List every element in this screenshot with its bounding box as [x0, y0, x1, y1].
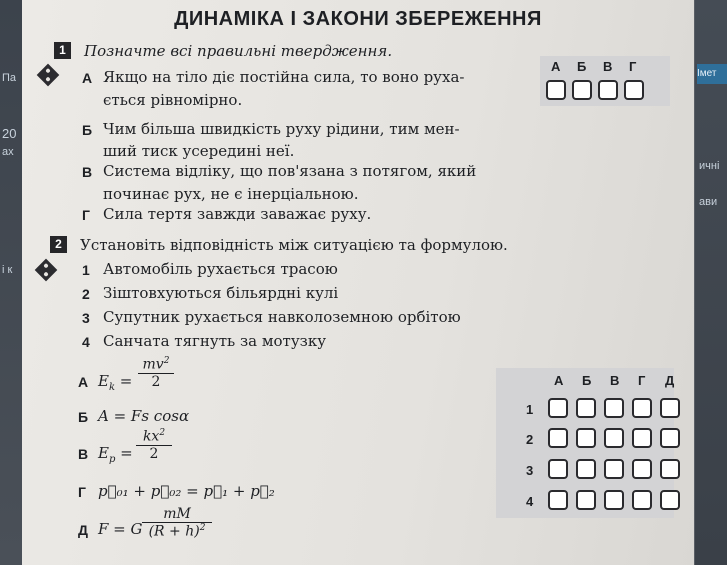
formula-lhs: $E_p$ =: [98, 444, 133, 465]
background-text: ах: [2, 146, 14, 158]
option-text: Сила тертя завжди заважає руху.: [103, 205, 372, 223]
option-letter: Г: [82, 207, 90, 223]
answer-checkbox[interactable]: [576, 398, 596, 418]
grid-header: Г: [629, 59, 637, 74]
formula-lhs: F = G: [98, 520, 143, 538]
answer-checkbox[interactable]: [576, 490, 596, 510]
background-right-panel: [695, 0, 727, 565]
answer-checkbox[interactable]: [604, 459, 624, 479]
formula-text: p⃗₀₁ + p⃗₀₂ = p⃗₁ + p⃗₂: [98, 482, 275, 500]
answer-checkbox[interactable]: [546, 80, 566, 100]
option-text: ший тиск усередині неї.: [103, 142, 295, 160]
situation-text: Автомобіль рухається трасою: [103, 260, 338, 278]
answer-checkbox[interactable]: [604, 490, 624, 510]
situation-number: 2: [82, 286, 90, 302]
answer-grid-q2: [496, 368, 674, 518]
background-text: ави: [699, 196, 718, 208]
formula-fraction: $\frac{mM}{(R + h)^2}$: [142, 506, 212, 540]
answer-checkbox[interactable]: [660, 490, 680, 510]
formula-letter: А: [78, 374, 89, 390]
answer-checkbox[interactable]: [604, 398, 624, 418]
answer-checkbox[interactable]: [604, 428, 624, 448]
situation-number: 3: [82, 310, 90, 326]
situation-text: Санчата тягнуть за мотузку: [103, 332, 327, 350]
answer-checkbox[interactable]: [548, 398, 568, 418]
option-letter: А: [82, 70, 93, 86]
answer-checkbox[interactable]: [660, 398, 680, 418]
answer-checkbox[interactable]: [548, 459, 568, 479]
option-letter: В: [82, 164, 93, 180]
page-title: ДИНАМІКА І ЗАКОНИ ЗБЕРЕЖЕННЯ: [174, 8, 542, 30]
option-text: Чим більша швидкість руху рідини, тим мен-: [103, 120, 460, 138]
grid-header: Г: [638, 373, 646, 388]
answer-checkbox[interactable]: [548, 428, 568, 448]
option-text: Система відліку, що пов'язана з потягом, який: [103, 162, 477, 180]
question-number: 1: [54, 42, 71, 59]
situation-number: 4: [82, 334, 90, 350]
grid-header: А: [551, 59, 561, 74]
situation-number: 1: [82, 262, 90, 278]
question-task: Позначте всі правильні твердження.: [84, 42, 393, 60]
grid-header: В: [603, 59, 613, 74]
option-text: починає рух, не є інерціальною.: [103, 185, 359, 203]
answer-checkbox[interactable]: [632, 490, 652, 510]
answer-grid-q1: [540, 56, 670, 106]
question-task: Установіть відповідність між ситуацією та формулою.: [80, 236, 508, 254]
option-text: Якщо на тіло діє постійна сила, то воно руха-: [103, 68, 465, 86]
formula-fraction: $\frac{kx^2}{2}$: [136, 428, 172, 462]
option-text: ється рівномірно.: [103, 91, 243, 109]
formula-lhs: $E_k$ =: [98, 372, 133, 393]
background-text: Па: [2, 72, 17, 84]
grid-header: В: [610, 373, 620, 388]
situation-text: Зіштовхуються більярдні кулі: [103, 284, 339, 302]
grid-row-label: 1: [526, 402, 534, 417]
grid-row-label: 4: [526, 494, 534, 509]
formula-fraction: $\frac{mv^2}{2}$: [138, 356, 174, 390]
background-button[interactable]: Імет: [697, 64, 727, 84]
answer-checkbox[interactable]: [548, 490, 568, 510]
background-text: ичні: [699, 160, 720, 172]
answer-checkbox[interactable]: [598, 80, 618, 100]
answer-checkbox[interactable]: [576, 459, 596, 479]
background-text: 20: [2, 126, 17, 141]
answer-checkbox[interactable]: [572, 80, 592, 100]
situation-text: Супутник рухається навколоземною орбітою: [103, 308, 461, 326]
formula-letter: Д: [78, 522, 88, 538]
grid-header: Б: [582, 373, 592, 388]
grid-header: Д: [665, 373, 675, 388]
formula-letter: Б: [78, 409, 89, 425]
grid-header: Б: [577, 59, 587, 74]
answer-checkbox[interactable]: [632, 428, 652, 448]
answer-checkbox[interactable]: [660, 428, 680, 448]
option-letter: Б: [82, 122, 93, 138]
answer-checkbox[interactable]: [624, 80, 644, 100]
textbook-page: [22, 0, 694, 565]
background-text: і к: [2, 264, 13, 276]
answer-checkbox[interactable]: [632, 398, 652, 418]
grid-row-label: 3: [526, 463, 534, 478]
question-number: 2: [50, 236, 67, 253]
formula-text: A = Fs cosα: [98, 407, 190, 425]
grid-header: А: [554, 373, 564, 388]
formula-letter: Г: [78, 484, 86, 500]
answer-checkbox[interactable]: [576, 428, 596, 448]
formula-letter: В: [78, 446, 89, 462]
answer-checkbox[interactable]: [660, 459, 680, 479]
grid-row-label: 2: [526, 432, 534, 447]
difficulty-dice-icon: [35, 259, 58, 282]
answer-checkbox[interactable]: [632, 459, 652, 479]
difficulty-dice-icon: [37, 64, 60, 87]
